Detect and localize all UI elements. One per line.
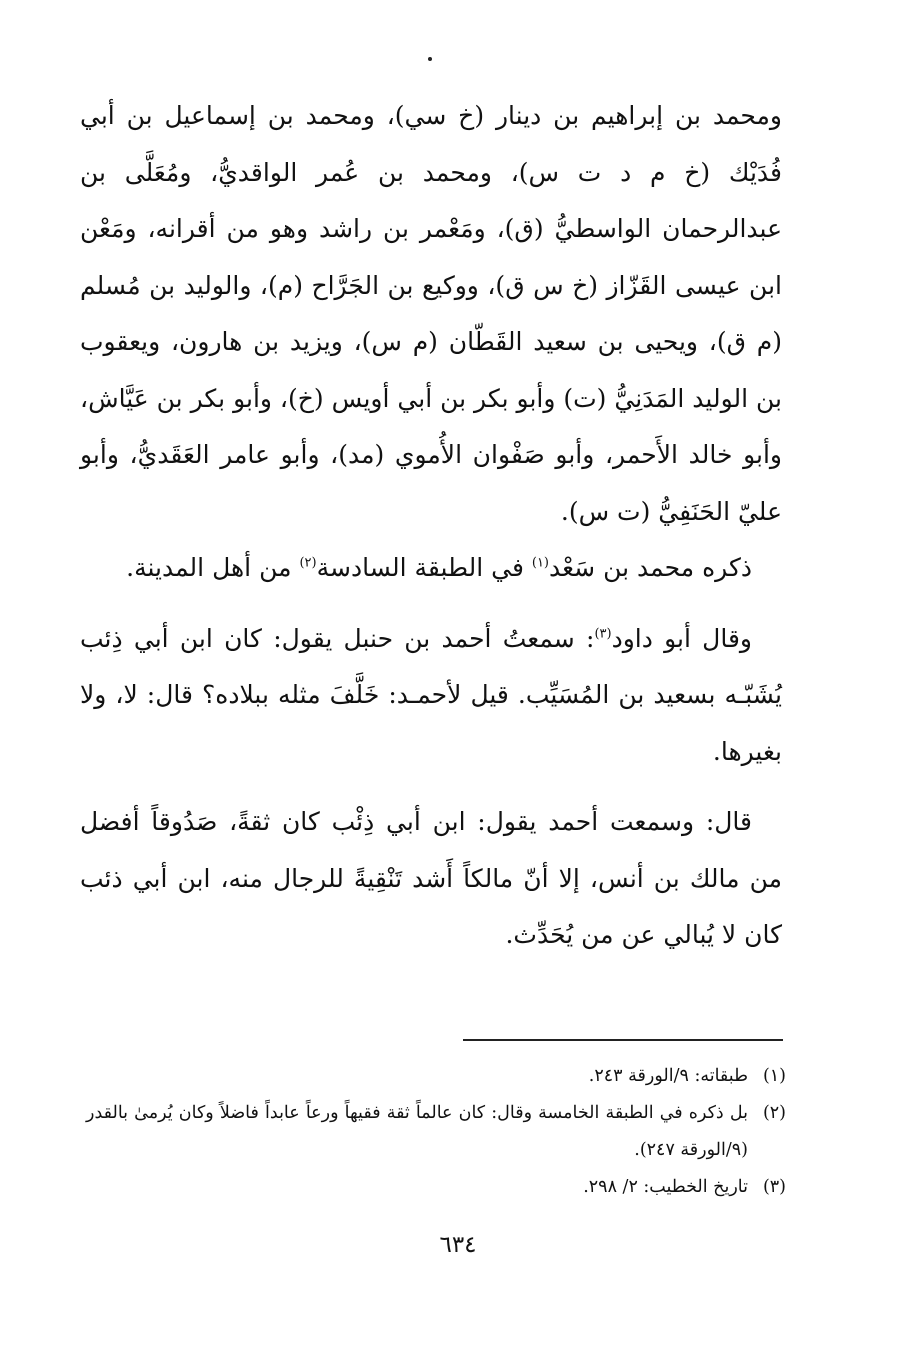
footnote-ref-2[interactable]: (٢) [299,555,317,571]
paragraph-narrators: ومحمد بن إبراهيم بن دينار (خ سي)، ومحمد بن إسماعيل بن أبي فُدَيْك (خ م د ت س)، ومحمد بن عُمر الواقديُّ، ومُعَلَّى بن عبدالرحمان الواسطيُّ (ق)، ومَعْمر بن راشد وهو من أقرانه، ومَعْن ابن عيسى القَزّاز (خ س ق)، ووكيع بن الجَرَّاح (م)، والوليد بن مُسلم (م ق)، ويحيى بن سعيد القَطّان (م س)، ويزيد بن هارون، ويعقوب بن الوليد المَدَنِيُّ (ت) وأبو بكر بن أبي أويس (خ)، وأبو بكر بن عَيَّاش، وأبو خالد الأَحمر، وأبو صَفْوان الأُموي (مد)، وأبو عامر العَقَديُّ، وأبو عليّ الحَنَفِيُّ (ت س). [80,101,782,526]
ibn-sad-text-end: من أهل المدينة. [126,553,300,582]
footnote-text: بل ذكره في الطبقة الخامسة وقال: كان عالماً ثقة فقيهاً ورعاً عابداً فاضلاً وكان يُرمىٰ بالقدر (٩/الورقة ٢٤٧). [86,1103,748,1160]
footnotes [86,1058,786,1206]
ibn-sad-text-middle: في الطبقة السادسة [316,553,532,582]
footnote-number: (٣) [762,1177,786,1197]
footnote-item [86,1095,786,1169]
footnote-text: طبقاته: ٩/الورقة ٢٤٣. [588,1066,748,1086]
abu-dawud-text-start: وقال أبو داود [611,623,752,653]
footnote-item [86,1058,786,1095]
abu-dawud-text-end: : سمعتُ أحمد بن حنبل يقول: كان ابن أبي ذِئب يُشَبّـه بسعيد بن المُسَيِّب. قيل لأحمـد: خَلَّفَ مثله ببلاده؟ قال: لا، ولا بغيرها. [80,623,782,766]
ibn-sad-text-start: ذكره محمد بن سَعْد [549,553,752,582]
footnote-ref-1[interactable]: (١) [531,555,549,571]
footnote-number: (٢) [762,1103,786,1123]
paragraph-ibn-sad [80,540,782,597]
page-number: ٦٣٤ [439,1232,477,1258]
paragraph-ahmad-quote: قال: وسمعت أحمد يقول: ابن أبي ذِئْب كان ثقةً، صَدُوقاً أفضل من مالك بن أنس، إلا أنّ مالكاً أَشد تَنْقِيةً للرجال منه، ابن أبي ذئب كان لا يُبالي عن من يُحَدِّث. [80,807,782,949]
paragraph-abu-dawud [80,611,782,781]
main-text [80,88,782,964]
footnote-item [86,1169,786,1206]
footnote-number: (١) [762,1066,786,1086]
top-dot-mark [428,57,432,61]
footnote-separator [463,1039,783,1041]
footnote-ref-3[interactable]: (٣) [594,626,612,642]
footnote-text: تاريخ الخطيب: ٢/ ٢٩٨. [583,1177,748,1197]
